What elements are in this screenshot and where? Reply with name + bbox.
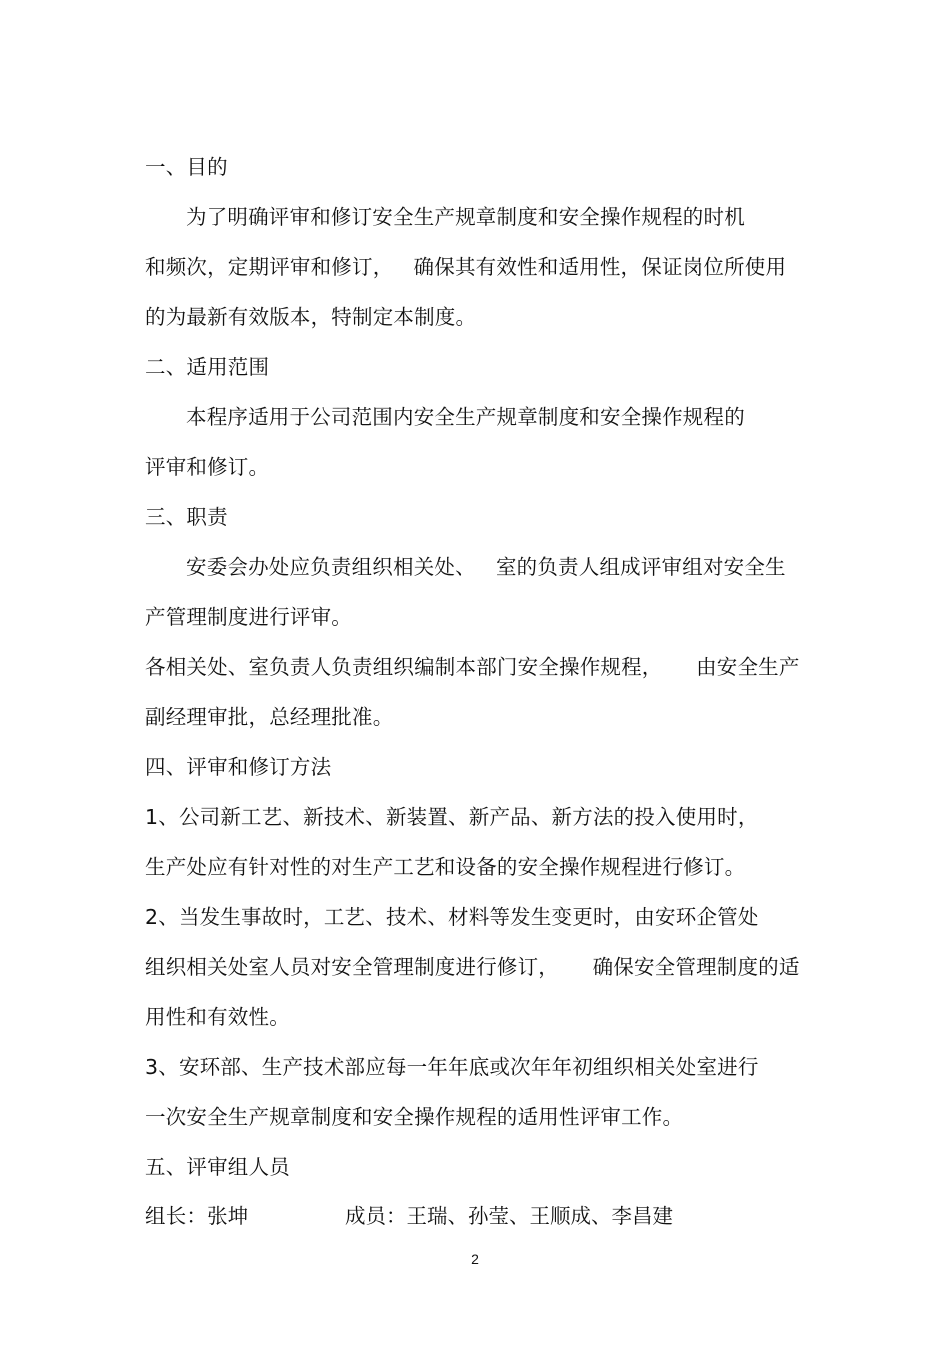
paragraph-line: 和频次，定期评审和修订， 确保其有效性和适用性，保证岗位所使用 — [145, 255, 787, 279]
paragraph-line: 产管理制度进行评审。 — [145, 605, 352, 629]
section-heading-duty: 三、职责 — [145, 505, 228, 529]
list-item-line: 用性和有效性。 — [145, 1005, 290, 1029]
list-item-line: 1、公司新工艺、新技术、新装置、新产品、新方法的投入使用时， — [145, 805, 759, 829]
section-heading-purpose: 一、目的 — [145, 155, 228, 179]
section-heading-method: 四、评审和修订方法 — [145, 755, 332, 779]
paragraph-line: 各相关处、室负责人负责组织编制本部门安全操作规程， 由安全生产 — [145, 655, 800, 679]
list-item-line: 组织相关处室人员对安全管理制度进行修订， 确保安全管理制度的适 — [145, 955, 800, 979]
paragraph-line: 的为最新有效版本，特制定本制度。 — [145, 305, 477, 329]
paragraph-line: 本程序适用于公司范围内安全生产规章制度和安全操作规程的 — [186, 405, 745, 429]
list-item-line: 3、安环部、生产技术部应每一年年底或次年年初组织相关处室进行 — [145, 1055, 759, 1079]
team-members: 成员：王瑞、孙莹、王顺成、李昌建 — [345, 1204, 673, 1228]
page-number: 2 — [471, 1251, 479, 1267]
list-item-line: 生产处应有针对性的对生产工艺和设备的安全操作规程进行修订。 — [145, 855, 746, 879]
team-leader: 组长：张坤 — [145, 1204, 249, 1228]
list-item-line: 一次安全生产规章制度和安全操作规程的适用性评审工作。 — [145, 1105, 684, 1129]
paragraph-line: 为了明确评审和修订安全生产规章制度和安全操作规程的时机 — [186, 205, 745, 229]
paragraph-line: 安委会办处应负责组织相关处、 室的负责人组成评审组对安全生 — [186, 555, 786, 579]
list-item-line: 2、当发生事故时，工艺、技术、材料等发生变更时，由安环企管处 — [145, 905, 759, 929]
paragraph-line: 副经理审批，总经理批准。 — [145, 705, 394, 729]
paragraph-line: 评审和修订。 — [145, 455, 270, 479]
section-heading-team: 五、评审组人员 — [145, 1155, 290, 1179]
section-heading-scope: 二、适用范围 — [145, 355, 270, 379]
